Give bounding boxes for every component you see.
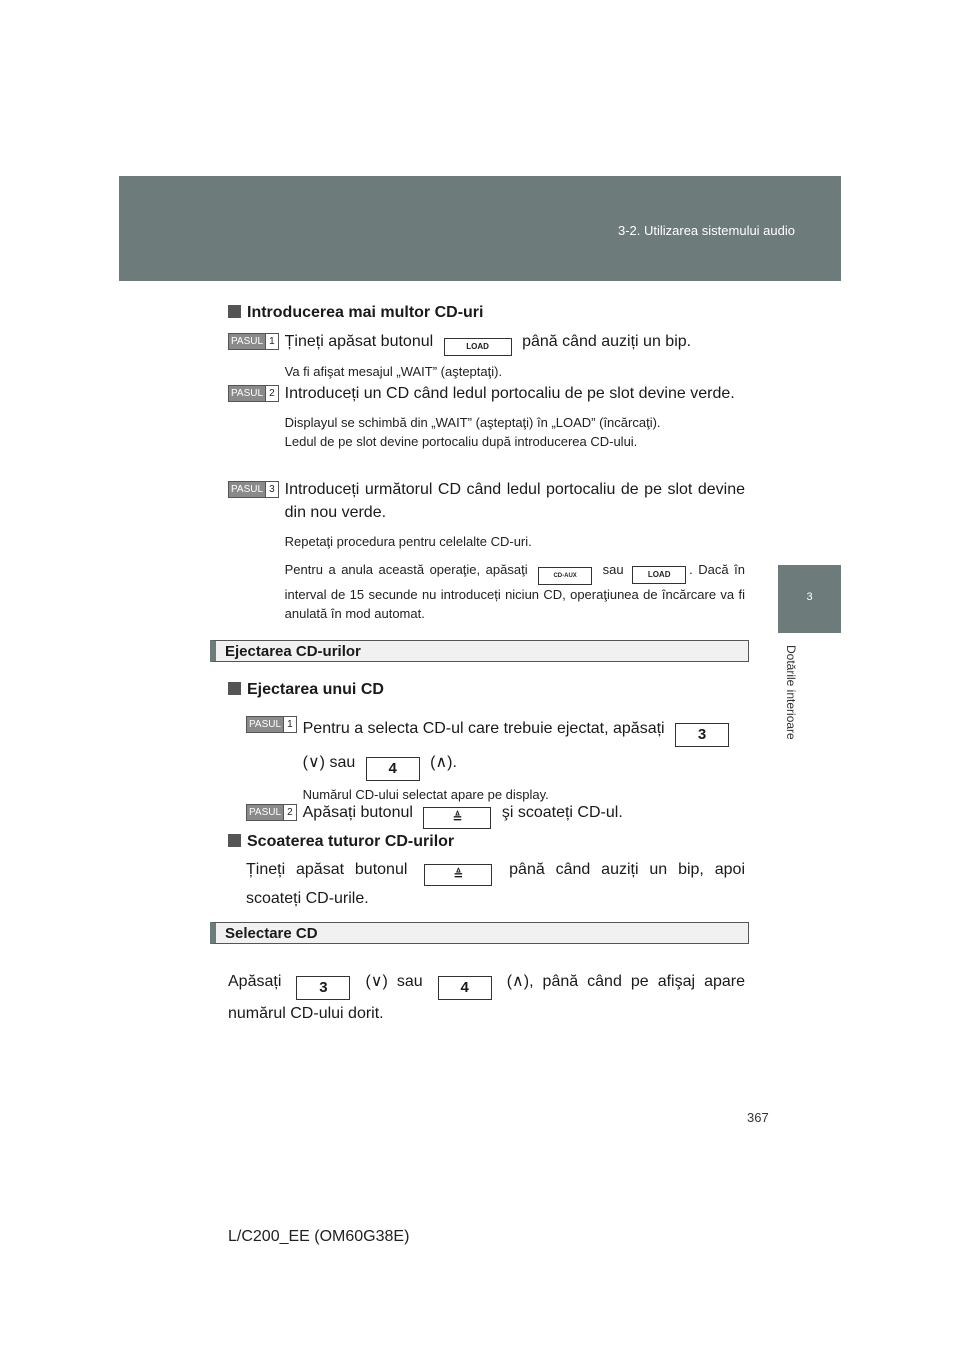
- step-badge: PASUL 1: [228, 333, 279, 350]
- square-bullet-icon: [228, 305, 241, 318]
- square-bullet-icon: [228, 834, 241, 847]
- page-number: 367: [747, 1110, 769, 1125]
- eject-step-2: [246, 801, 745, 829]
- step-text: Introduceți următorul CD când ledul portocaliu de pe slot devine din nou verde.: [284, 481, 745, 521]
- multi-cd-step-2: [228, 382, 745, 451]
- eject-section-bar: [210, 640, 749, 662]
- select-section-bar: [210, 922, 749, 944]
- step-text: Introduceți un CD când ledul portocaliu de pe slot devine verde.: [284, 385, 735, 402]
- eject-button-icon: ≜: [423, 807, 491, 829]
- preset-3-button-icon: 3: [675, 723, 729, 747]
- preset-4-button-icon: 4: [438, 976, 492, 1000]
- multi-cd-step-3: [228, 478, 745, 623]
- eject-section-title: Ejectarea CD-urilor: [225, 643, 361, 660]
- step-note: Ledul de pe slot devine portocaliu după introducerea CD-ului.: [284, 434, 638, 449]
- select-text: Apăsați 3 (∨) sau 4 (∧), până când pe afişaj apare numărul CD-ului dorit.: [228, 973, 746, 1022]
- preset-3-button-icon: 3: [296, 976, 350, 1000]
- step-badge: PASUL 2: [228, 385, 279, 402]
- chapter-tab: [778, 565, 841, 633]
- step-note: Repetaţi procedura pentru celelalte CD-uri.: [284, 534, 532, 549]
- multi-cd-step-1: [228, 330, 745, 381]
- cd-aux-button-icon: CD-AUX: [538, 567, 592, 585]
- eject-step-1: [246, 713, 745, 804]
- square-bullet-icon: [228, 682, 241, 695]
- step-note: Pentru a anula această operaţie, apăsaţi CD-AUX sau LOAD . Dacă în interval de 15 secunde nu introduceți niciun CD, operaţiunea de încărcare va fi anulată în mod automat.: [284, 562, 745, 621]
- step-text: Țineți apăsat butonul LOAD până când auziți un bip.: [285, 330, 745, 356]
- step-badge: PASUL 1: [246, 716, 297, 733]
- step-text: Apăsați butonul ≜ şi scoateți CD-ul.: [303, 801, 745, 829]
- header-band: [119, 176, 841, 281]
- preset-4-button-icon: 4: [366, 757, 420, 781]
- step-note: Displayul se schimbă din „WAIT” (aşteptaţi) în „LOAD” (încărcaţi).: [284, 415, 661, 430]
- section-header-title: 3-2. Utilizarea sistemului audio: [617, 223, 795, 238]
- load-button-icon: LOAD: [632, 566, 686, 584]
- step-badge: PASUL 2: [246, 804, 297, 821]
- step-text: Pentru a selecta CD-ul care trebuie ejectat, apăsați 3 (∨) sau 4 (∧).: [303, 713, 745, 781]
- step-note: Numărul CD-ului selectat apare pe display.: [302, 787, 549, 802]
- step-badge: PASUL 3: [228, 481, 279, 498]
- chapter-side-label: Dotările interioare: [784, 645, 798, 740]
- select-section-title: Selectare CD: [225, 925, 318, 942]
- eject-all-text: Țineți apăsat butonul ≜ până când auziți un bip, apoi scoateți CD-urile.: [246, 861, 745, 907]
- document-code: L/C200_EE (OM60G38E): [228, 1228, 410, 1245]
- eject-one-heading: Ejectarea unui CD: [228, 681, 384, 699]
- chapter-number: 3: [806, 591, 813, 603]
- multi-cd-heading: Introducerea mai multor CD-uri: [228, 304, 483, 322]
- load-button-icon: LOAD: [444, 338, 512, 356]
- step-note: Va fi afişat mesajul „WAIT” (aşteptaţi).: [284, 364, 503, 379]
- eject-button-icon: ≜: [424, 864, 492, 886]
- eject-all-heading: Scoaterea tuturor CD-urilor: [228, 833, 454, 851]
